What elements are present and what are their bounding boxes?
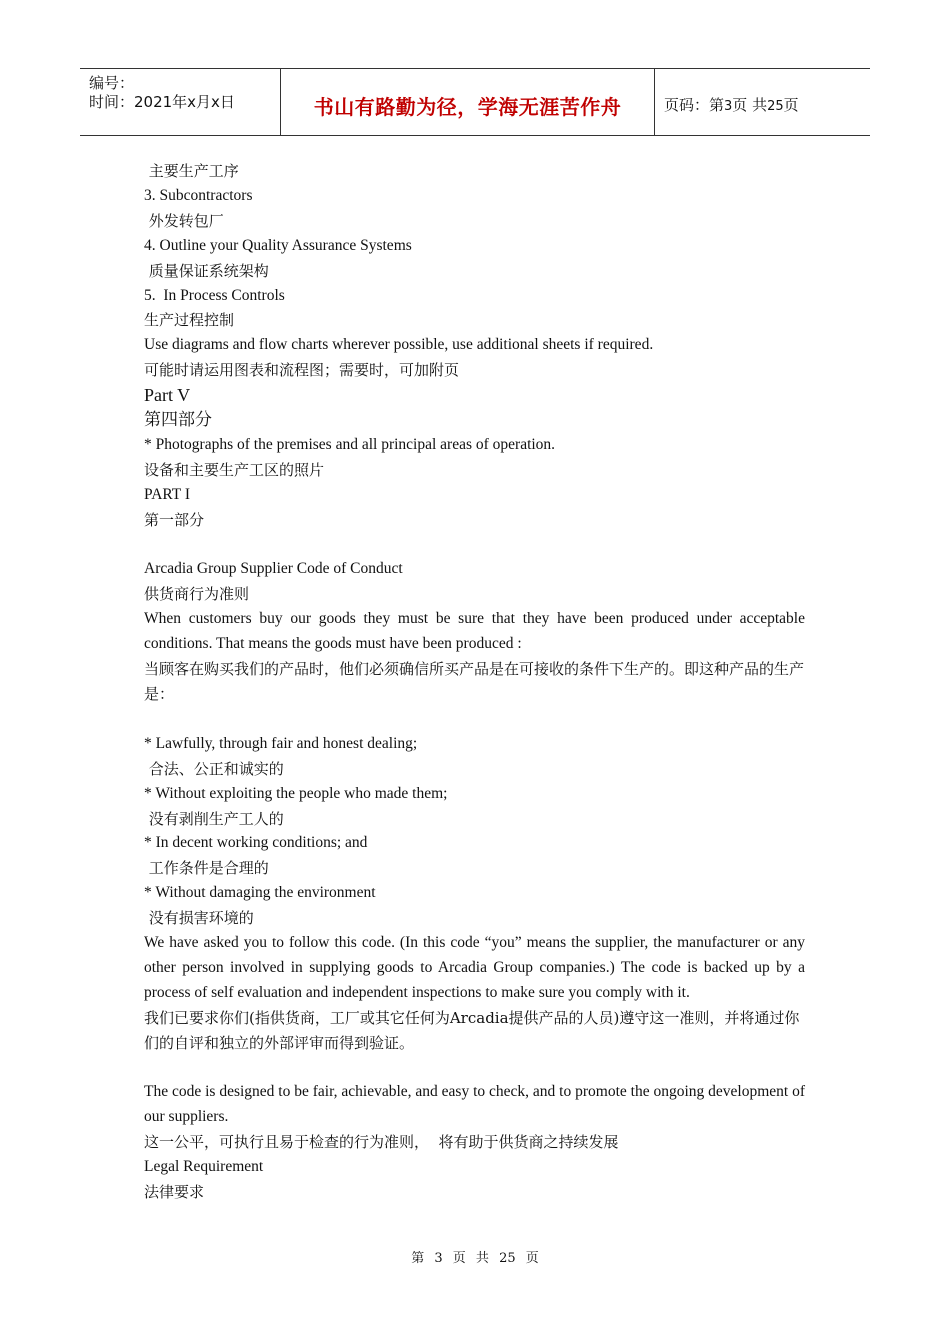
section-heading-zh: 法律要求 [144,1183,205,1202]
paragraph: 当顾客在购买我们的产品时，他们必须确信所买产品是在可接收的条件下生产的。即这种产品的生产是： [144,660,805,704]
list-item: * Without exploiting the people who made them; [144,784,448,802]
text-line: 设备和主要生产工区的照片 [144,460,325,479]
blank-line [144,707,805,732]
blank-line [144,533,805,558]
page-indicator [664,94,799,115]
list-item-zh: 工作条件是合理的 [144,859,269,878]
paragraph: 我们已要求你们(指供货商，工厂或其它任何为Arcadia提供产品的人员)遵守这一准则，并将通过你们的自评和独立的外部评审而得到验证。 [144,1008,800,1052]
footer-prefix: 第 [411,1251,425,1266]
section-heading-zh: 第一部分 [144,510,205,529]
footer-page-total: 25 [499,1251,516,1266]
page-current: 3 [724,99,733,114]
header-table [80,68,870,136]
text-line: 4. Outline your Quality Assurance Systems [144,236,412,254]
text-line: * Photographs of the premises and all principal areas of operation. [144,435,556,453]
page-total: 25 [767,99,784,114]
list-item-zh: 没有剥削生产工人的 [144,809,284,828]
serial-number-label: 编号： [89,74,135,92]
text-line: 外发转包厂 [144,211,224,230]
section-heading: PART I [144,485,191,503]
list-item: * Lawfully, through fair and honest dealing; [144,734,418,752]
page-suffix: 页 [783,96,799,114]
page-footer [0,1247,950,1266]
list-item-zh: 没有损害环境的 [144,909,254,928]
text-line: Arcadia Group Supplier Code of Conduct [144,560,403,578]
footer-page-current: 3 [434,1251,443,1266]
text-line: 3. Subcontractors [144,186,253,204]
page-prefix: 页码：第 [664,96,725,114]
motto: 书山有路勤为径，学海无涯苦作舟 [313,95,622,119]
header-center-cell [281,69,655,135]
paragraph: When customers buy our goods they must be sure that they have been produced under acceptable conditions. That means the goods must have been produced : [144,610,809,653]
page-mid: 页 共 [732,96,768,114]
paragraph: We have asked you to follow this code. (In this code “you” means the supplier, the manufacturer or any other person involved in supplying goods to Arcadia Group companies.) The code is backed up by a process of self evaluation and independent inspections to make sure you comply with it. [144,934,809,1001]
list-item: * Without damaging the environment [144,884,376,902]
footer-mid: 页 共 [452,1251,489,1266]
blank-line [144,1056,805,1081]
list-item: * In decent working conditions; and [144,834,368,852]
text-line: Use diagrams and flow charts wherever possible, use additional sheets if required. [144,336,654,354]
date-label: 时间：2021年x月x日 [89,93,235,111]
header-right-cell [655,69,870,135]
text-line: 生产过程控制 [144,311,235,330]
text-line: 主要生产工序 [144,162,239,180]
list-item-zh: 合法、公正和诚实的 [144,759,284,778]
paragraph: 这一公平，可执行且易于检查的行为准则， 将有助于供货商之持续发展 [144,1133,619,1152]
text-line: 质量保证系统架构 [144,261,269,280]
section-heading: Part V [144,385,191,406]
section-heading-zh: 第四部分 [144,410,212,431]
paragraph: The code is designed to be fair, achievable, and easy to check, and to promote the ongoing development of our suppliers. [144,1083,809,1126]
footer-suffix: 页 [525,1251,539,1266]
text-line: 供货商行为准则 [144,585,250,604]
text-line: 可能时请运用图表和流程图；需要时，可加附页 [144,361,460,380]
section-heading: Legal Requirement [144,1158,264,1176]
header-left-cell [80,69,281,135]
document-body [144,159,809,1205]
text-line: 5. In Process Controls [144,286,285,304]
